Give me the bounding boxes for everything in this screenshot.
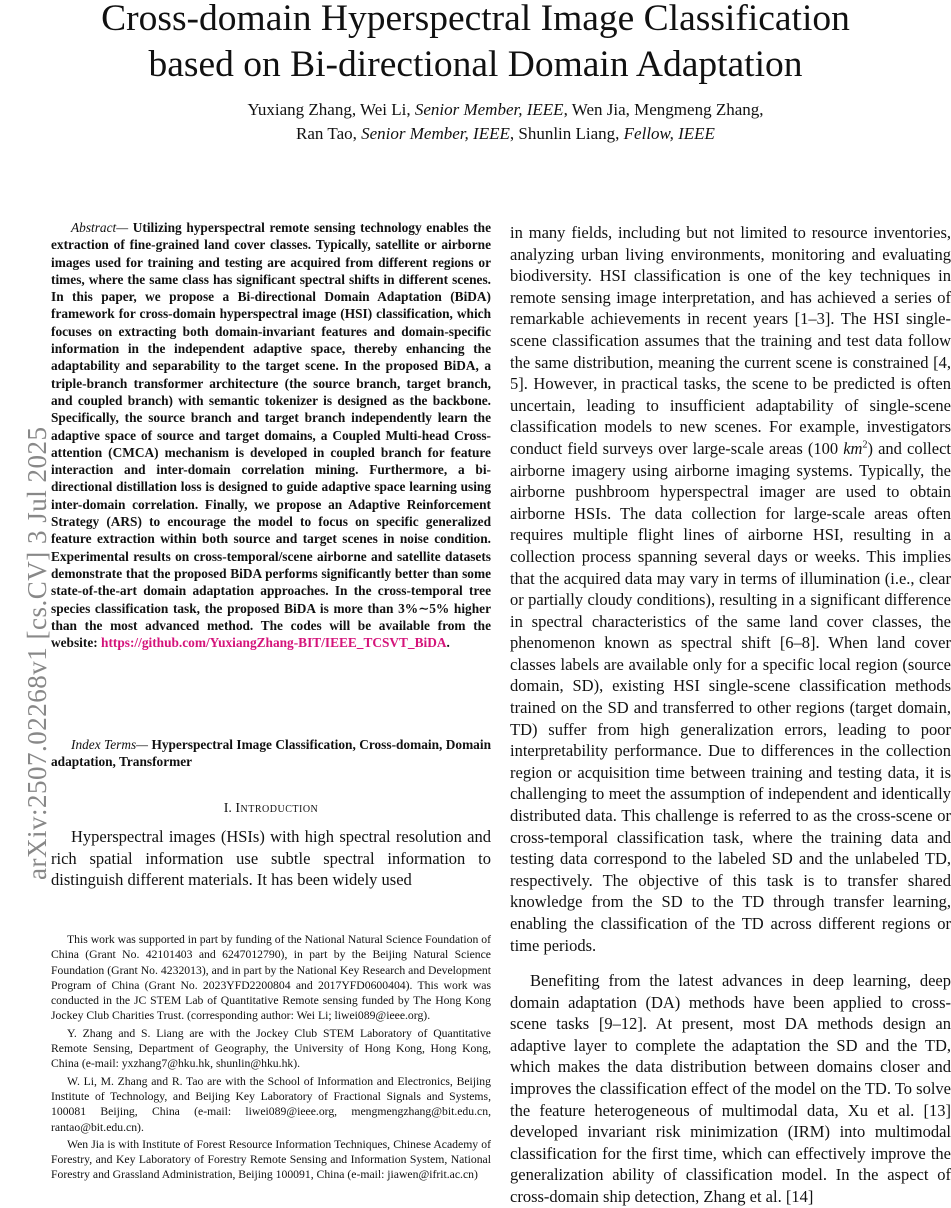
abstract-text: Utilizing hyperspectral remote sensing technology enables the extraction of fine-grained land cover classes. Typically, satellite or airborne images used for training and testing are acquired from different regions or times, where the same class has significant spectral shifts in different scenes. In this paper, we propose a Bi-directional Domain Adaptation (BiDA) framework for cross-domain hyperspectral image (HSI) classification, which focuses on extracting both domain-invariant features and domain-specific information in the independent adaptive space, thereby enhancing the adaptability and separability to the target scene. In the proposed BiDA, a triple-branch transformer architecture (the source branch, target branch, and coupled branch) with semantic tokenizer is designed as the backbone. Specifically, the source branch and target branch independently learn the adaptive space of source and target domains, a Coupled Multi-head Cross-attention (CMCA) mechanism is developed in coupled branch for feature interaction and inter-domain correlation mining. Furthermore, a bi-directional distillation loss is designed to guide adaptive space learning using inter-domain correlation. Finally, we propose an Adaptive Reinforcement Strategy (ARS) to encourage the model to focus on specific generalized feature extraction within both source and target scenes in noise condition. Experimental results on cross-temporal/scene airborne and satellite datasets demonstrate that the proposed BiDA performs significantly better than some state-of-the-art domain adaptation approaches. In the cross-temporal tree species classification task, the proposed BiDA is more than 3%∼5% higher than the most advanced method. The codes will be available from the website: bbox=[51, 220, 491, 651]
section-heading bbox=[51, 800, 491, 818]
intro-paragraph: Hyperspectral images (HSIs) with high spectral resolution and rich spatial information use subtle spectral information to distinguish different materials. It has been widely used bbox=[51, 827, 491, 890]
footnote-funding: This work was supported in part by funding of the National Natural Science Foundation of China (Grant No. 42101403 and 6247012790), in part by the Beijing Natural Science Foundation (Grant No. 4232013), and in part by the National Key Research and Development Program of China (Grant No. 2023YFD2200804 and 2017YFD0600404). This work was conducted in the JC STEM Lab of Quantitative Remote sensing funded by The Hong Kong Jockey Club Charities Trust. (corresponding author: Wei Li; liwei089@ieee.org). bbox=[51, 933, 491, 1023]
body-paragraph: in many fields, including but not limited to resource inventories, analyzing urban living environments, monitoring and evaluating biodiversity. HSI classification is one of the key techniques in remote sensing image interpretation, and has achieved a series of remarkable achievements in recent years [1–3]. The HSI single-scene classification assumes that the training and test data follow the same distribution, meaning the current scene is constrained [4, 5]. However, in practical tasks, the scene to be predicted is often uncertain, leading to insufficient adaptability of single-scene classification models to new scenes. For example, investigators conduct field surveys over large-scale areas (100 $km^2$) and collect airborne imagery using airborne imaging systems. Typically, the airborne pushbroom hyperspectral imager are used to obtain airborne HSIs. The data collection for large-scale areas often requires multiple flight lines of airborne HSI, resulting in a collection process spanning several days or weeks. This implies that the acquired data may vary in terms of illumination (i.e., clear or partially cloudy conditions), resulting in a significant difference in spectral characteristics of the same land cover classes, the phenomenon known as spectral shift [6–8]. When land cover classes labels are available only for a specific local region (source domain, SD), existing HSI single-scene classification methods trained on the SD and transferred to other regions (target domain, TD) suffer from high generalization errors, leading to poor interpretability performance. Due to differences in the collection region or acquisition time between training and testing data, it is challenging to meet the assumption of independent and identically distributed data. This challenge is referred to as the cross-scene or cross-temporal classification task, where the training data and testing data correspond to the labeled SD and the unlabeled TD, respectively. The objective of this task is to transfer shared knowledge from the SD to the TD through transfer learning, enabling the classification of the TD across different regions or time periods. bbox=[510, 223, 951, 955]
footnote-affiliation-jia: Wen Jia is with Institute of Forest Resource Information Techniques, Chinese Academy of Forestry, and Key Laboratory of Forestry Remote Sensing and Information System, National Forestry and Grassland Administration, Beijing 100091, China (e-mail: jiawen@ifrit.ac.cn) bbox=[51, 1137, 491, 1182]
authors-line-2: Ran Tao, Senior Member, IEEE, Shunlin Liang, Fellow, IEEE bbox=[296, 124, 715, 143]
abstract-label: Abstract— bbox=[71, 220, 129, 235]
section-number: I. bbox=[223, 801, 232, 816]
index-terms-text: Hyperspectral Image Classification, Cross-domain, Domain adaptation, Transformer bbox=[51, 737, 491, 770]
footnote-affiliation-li-zhang-tao: W. Li, M. Zhang and R. Tao are with the School of Information and Electronics, Beijing Institute of Technology, and Beijing Key Laboratory of Fractional Signals and Systems, 100081 Beijing, China (e-mail: liwei089@ieee.org, mengmengzhang@bit.edu.cn, rantao@bit.edu.cn). bbox=[51, 1074, 491, 1134]
authors-line-1: Yuxiang Zhang, Wei Li, Senior Member, IEEE, Wen Jia, Mengmeng Zhang, bbox=[247, 100, 764, 119]
index-terms bbox=[51, 736, 491, 771]
body-paragraph: Benefiting from the latest advances in deep learning, deep domain adaptation (DA) methods have been applied to cross-scene tasks [9–12]. At present, most DA methods design an adaptive layer to complete the adaptation the SD and the TD, which makes the data distribution between domains closer and improves the classification effect of the model on the TD. To solve the feature heterogeneous of multimodal data, Xu et al. [13] developed invariant risk minimization (IRM) into multimodal classification for the first time, which can effectively improve the generalization ability of classification model. In the aspect of cross-domain ship detection, Zhang et al. [14] bbox=[510, 971, 951, 1206]
arxiv-identifier: arXiv:2507.02268v1 [cs.CV] 3 Jul 2025 bbox=[22, 426, 52, 880]
footnotes bbox=[51, 932, 491, 1185]
index-terms-label: Index Terms— bbox=[71, 737, 149, 752]
title-line-2: based on Bi-directional Domain Adaptation bbox=[148, 44, 803, 85]
section-title: Introduction bbox=[235, 801, 319, 816]
title-line-1: Cross-domain Hyperspectral Image Classification bbox=[101, 0, 850, 39]
abstract: Abstract— Utilizing hyperspectral remote sensing technology enables the extraction of fine-grained land cover classes. Typically, satellite or airborne images used for training and testing are acquired from different regions or times, where the same class has significant spectral shifts in different scenes. In this paper, we propose a Bi-directional Domain Adaptation (BiDA) framework for cross-domain hyperspectral image (HSI) classification, which focuses on extracting both domain-invariant features and domain-specific information in the independent adaptive space, thereby enhancing the adaptability and separability to the target scene. In the proposed BiDA, a triple-branch transformer architecture (the source branch, target branch, and coupled branch) with semantic tokenizer is designed as the backbone. Specifically, the source branch and target branch independently learn the adaptive space of source and target domains, a Coupled Multi-head Cross-attention (CMCA) mechanism is developed in coupled branch for feature interaction and inter-domain correlation mining. Furthermore, a bi-directional distillation loss is designed to guide adaptive space learning using inter-domain correlation. Finally, we propose an Adaptive Reinforcement Strategy (ARS) to encourage the model to focus on specific generalized feature extraction within both source and target scenes in noise condition. Experimental results on cross-temporal/scene airborne and satellite datasets demonstrate that the proposed BiDA performs significantly better than some state-of-the-art domain adaptation approaches. In the cross-temporal tree species classification task, the proposed BiDA is more than 3%∼5% higher than the most advanced method. The codes will be available from the website: https://github.com/YuxiangZhang-BIT/IEEE_TCSVT_BiDA. bbox=[51, 220, 491, 651]
code-link[interactable]: https://github.com/YuxiangZhang-BIT/IEEE_TCSVT_BiDA bbox=[101, 635, 447, 651]
footnote-affiliation-zhang-liang: Y. Zhang and S. Liang are with the Jockey Club STEM Laboratory of Quantitative Remote Sensing, Department of Geography, the University of Hong Kong, Hong Kong, China (e-mail: yxzhang7@hku.hk, shunlin@hku.hk). bbox=[51, 1026, 491, 1071]
